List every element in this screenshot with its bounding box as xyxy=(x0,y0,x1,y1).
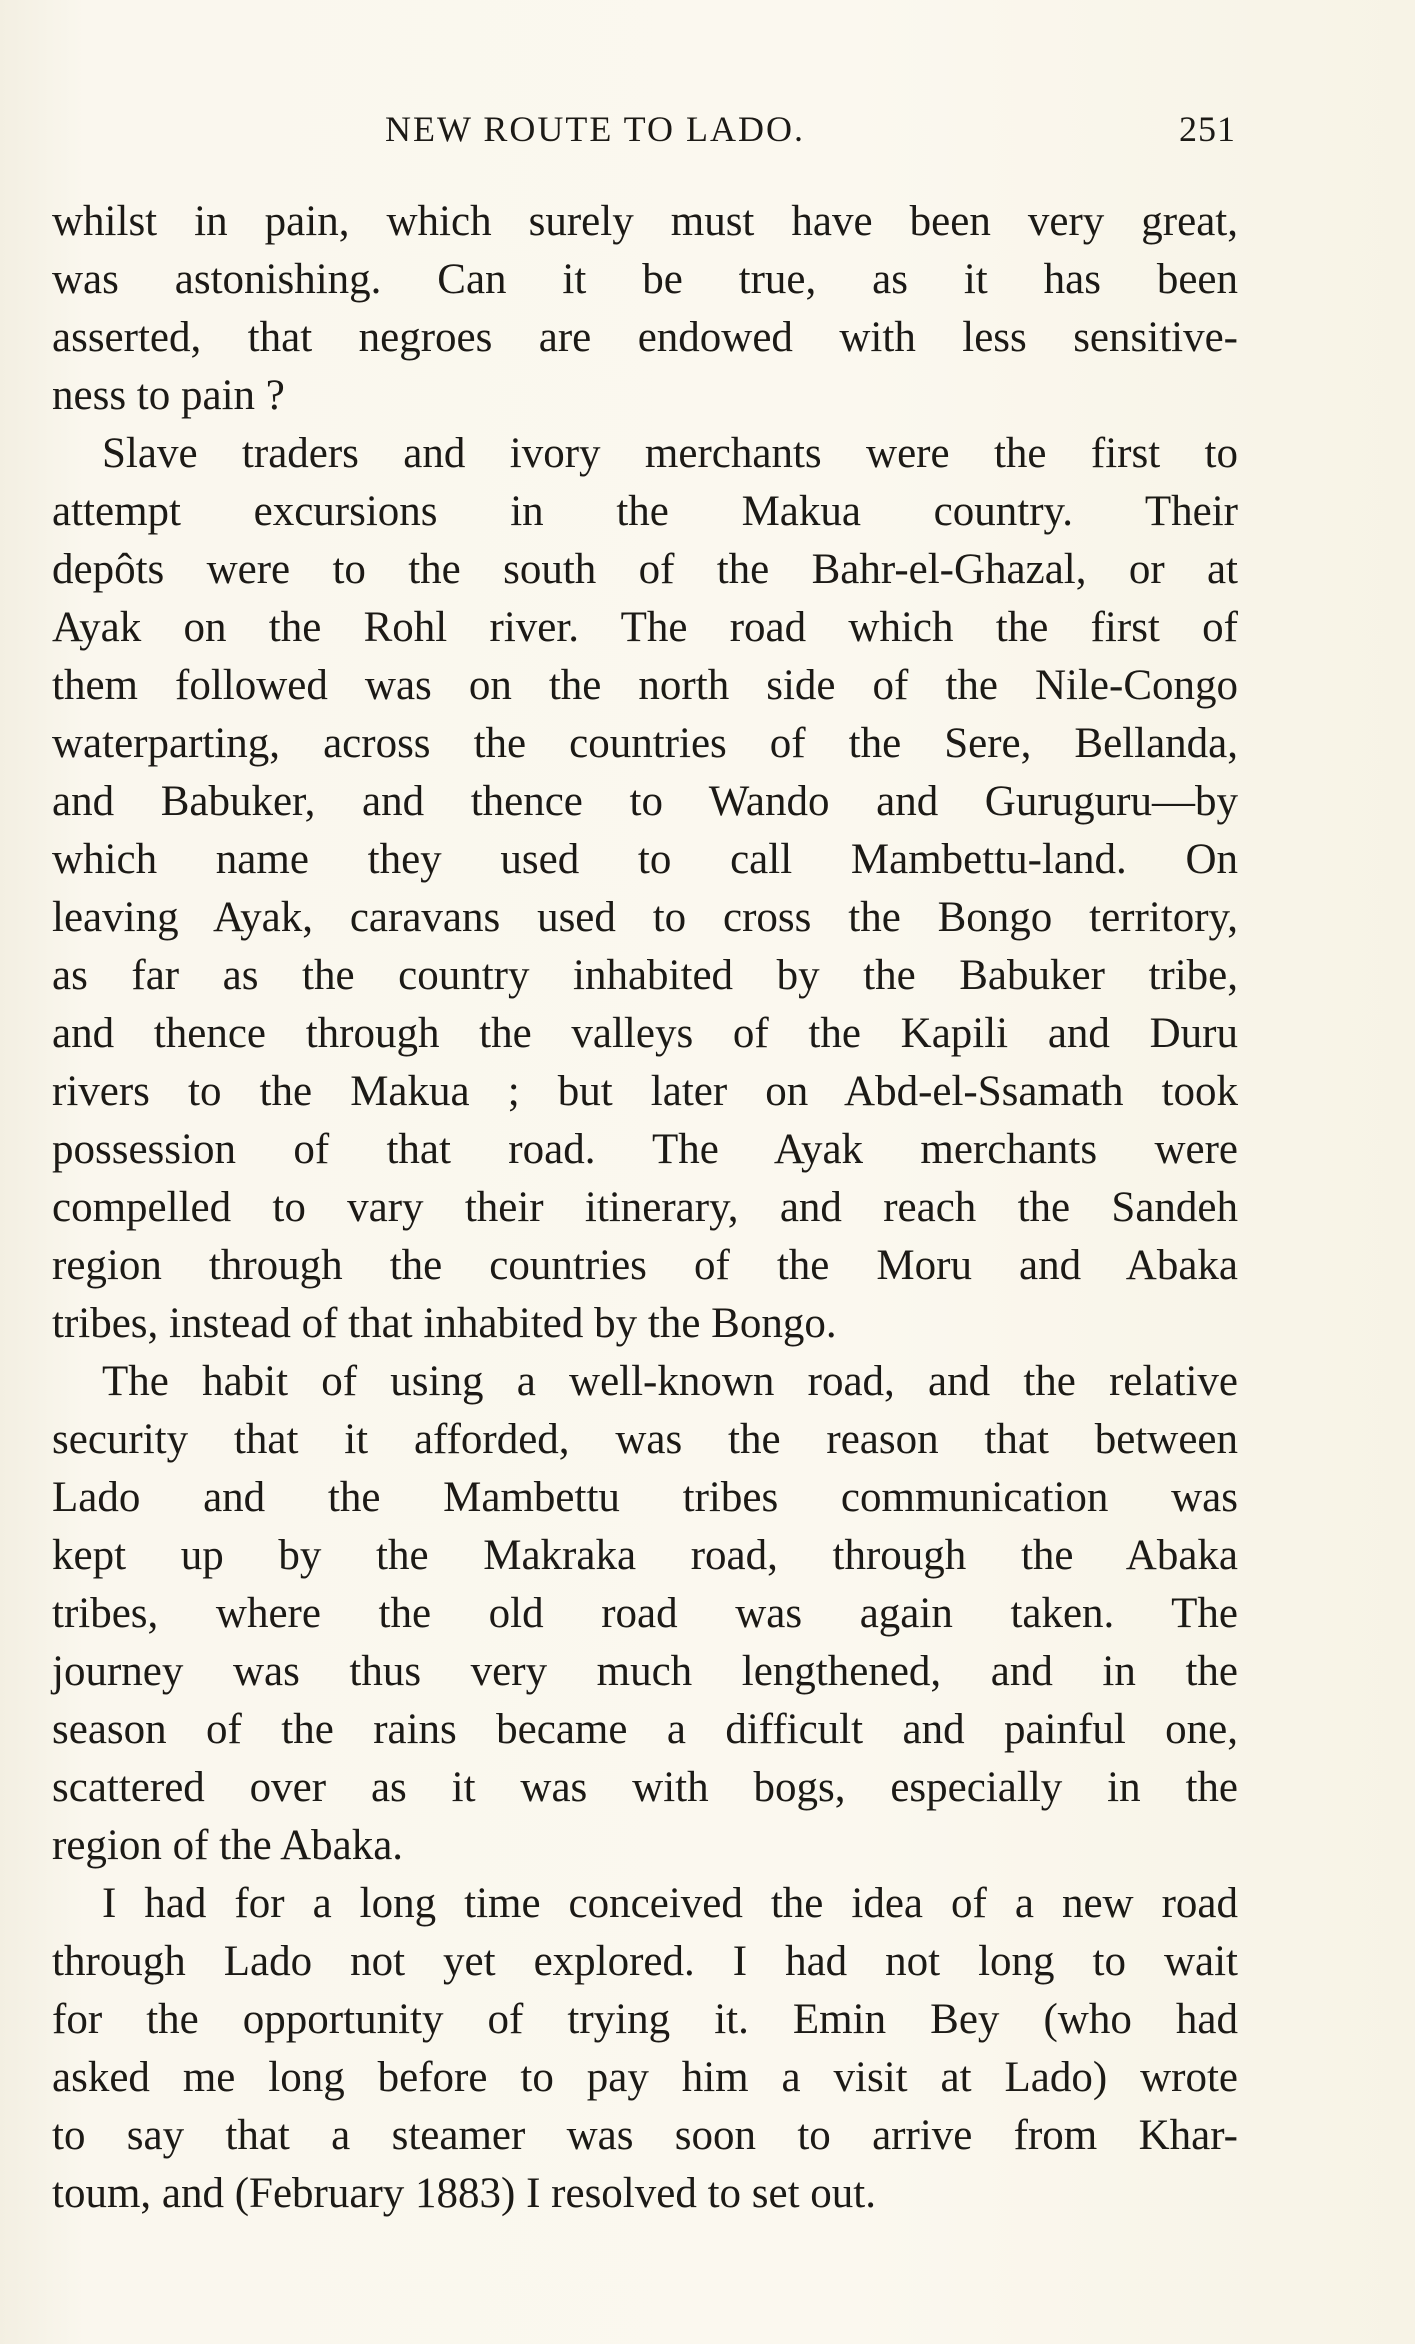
text-line: The habit of using a well-known road, and the relative xyxy=(102,1358,1238,1405)
text-line: for the opportunity of trying it. Emin Bey (who had xyxy=(52,1996,1238,2043)
text-line: I had for a long time conceived the idea of a new road xyxy=(102,1880,1238,1927)
text-line: tribes, instead of that inhabited by the Bongo. xyxy=(52,1300,837,1347)
text-line: possession of that road. The Ayak merchants were xyxy=(52,1126,1238,1173)
text-line: region of the Abaka. xyxy=(52,1822,404,1869)
page-number: 251 xyxy=(1179,109,1236,149)
text-line: as far as the country inhabited by the Babuker tribe, xyxy=(52,952,1238,999)
text-line: and Babuker, and thence to Wando and Guruguru—by xyxy=(52,778,1238,825)
text-line: them followed was on the north side of the Nile-Congo xyxy=(52,662,1238,709)
text-line: to say that a steamer was soon to arrive from Khar- xyxy=(52,2112,1238,2159)
text-line: Ayak on the Rohl river. The road which the first of xyxy=(52,604,1238,651)
text-line: and thence through the valleys of the Kapili and Duru xyxy=(52,1010,1238,1057)
text-line: region through the countries of the Moru and Abaka xyxy=(52,1242,1238,1289)
text-line: leaving Ayak, caravans used to cross the Bongo territory, xyxy=(52,894,1238,941)
body-text xyxy=(52,193,1238,2223)
text-line: waterparting, across the countries of the Sere, Bellanda, xyxy=(52,720,1238,767)
text-line: attempt excursions in the Makua country. Their xyxy=(52,488,1238,535)
text-line: scattered over as it was with bogs, especially in the xyxy=(52,1764,1238,1811)
text-line: ness to pain ? xyxy=(52,372,285,419)
text-line: whilst in pain, which surely must have been very great, xyxy=(52,198,1238,245)
text-line: journey was thus very much lengthened, and in the xyxy=(52,1648,1238,1695)
text-line: through Lado not yet explored. I had not long to wait xyxy=(52,1938,1238,1985)
text-line: compelled to vary their itinerary, and reach the Sandeh xyxy=(52,1184,1238,1231)
text-line: toum, and (February 1883) I resolved to set out. xyxy=(52,2170,876,2217)
text-line: rivers to the Makua ; but later on Abd-el-Ssamath took xyxy=(52,1068,1238,1115)
running-header xyxy=(50,108,1236,158)
text-line: which name they used to call Mambettu-land. On xyxy=(52,836,1238,883)
text-line: was astonishing. Can it be true, as it has been xyxy=(52,256,1238,303)
text-line: tribes, where the old road was again taken. The xyxy=(52,1590,1238,1637)
text-line: Slave traders and ivory merchants were the first to xyxy=(102,430,1238,477)
text-line: season of the rains became a difficult and painful one, xyxy=(52,1706,1238,1753)
text-line: security that it afforded, was the reason that between xyxy=(52,1416,1238,1463)
running-title: NEW ROUTE TO LADO. xyxy=(385,109,805,149)
text-line: asserted, that negroes are endowed with less sensitive- xyxy=(52,314,1238,361)
text-line: depôts were to the south of the Bahr-el-Ghazal, or at xyxy=(52,546,1238,593)
text-line: Lado and the Mambettu tribes communication was xyxy=(52,1474,1238,1521)
text-line: kept up by the Makraka road, through the Abaka xyxy=(52,1532,1238,1579)
text-line: asked me long before to pay him a visit at Lado) wrote xyxy=(52,2054,1238,2101)
